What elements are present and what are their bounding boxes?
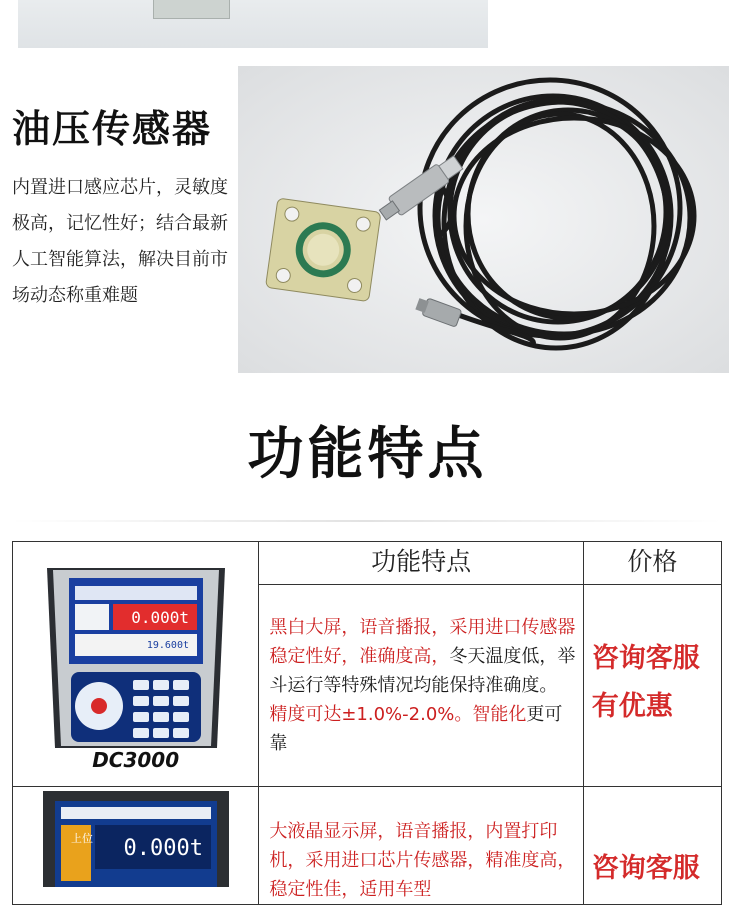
device-dc3000-illustration [13, 548, 259, 760]
screen-label: 上位 [71, 832, 93, 845]
price-cell [583, 787, 721, 905]
device-label: DC3000 [92, 748, 180, 772]
table-row [13, 787, 722, 905]
mounting-bracket [153, 0, 230, 19]
device-image-cell [13, 542, 259, 787]
sensor-heading: 油压传感器 [12, 107, 213, 151]
table-header-row [13, 542, 722, 585]
feature-text-black: 冬天温度低，举斗运行等特殊情况均能保持准确度。 [269, 645, 576, 696]
header-feature-label: 功能特点 [371, 547, 472, 576]
device-2-illustration [13, 787, 259, 887]
price-text: 咨询客服 [591, 853, 700, 884]
device-image-cell [13, 787, 259, 905]
feature-text-red: 黑白大屏，语音播报，采用进口传感器稳定性好，准确度高， [269, 616, 576, 667]
header-feature [259, 542, 583, 585]
sensor-description: 内置进口感应芯片，灵敏度极高，记忆性好；结合最新人工智能算法，解决目前市场动态称重难题 [12, 177, 228, 306]
sensor-photo [238, 66, 729, 373]
section-title: 功能特点 [247, 422, 488, 487]
header-price-label: 价格 [627, 547, 678, 576]
sensor-cable-illustration [238, 66, 729, 373]
header-price [583, 542, 721, 585]
top-product-photo [18, 0, 488, 48]
screen-main-value-2: 0.000t [123, 836, 203, 861]
screen-main-value: 0.000t [131, 608, 189, 627]
feature-text-black-2: 更可靠 [269, 703, 563, 754]
screen-secondary-value: 19.600t [146, 640, 189, 651]
price-text: 咨询客服 [591, 642, 700, 674]
feature-text-red: 大液晶显示屏，语音播报，内置打印机，采用进口芯片传感器，精准度高，稳定性佳，适用车型 [269, 821, 576, 900]
feature-cell [259, 584, 583, 786]
price-text-2: 有优惠 [591, 690, 673, 722]
price-cell [583, 584, 721, 786]
feature-text-red-2: 精度可达±1.0%-2.0%。智能化 [269, 703, 527, 725]
feature-cell [259, 787, 583, 905]
divider [12, 520, 722, 522]
product-comparison-table [12, 541, 722, 905]
